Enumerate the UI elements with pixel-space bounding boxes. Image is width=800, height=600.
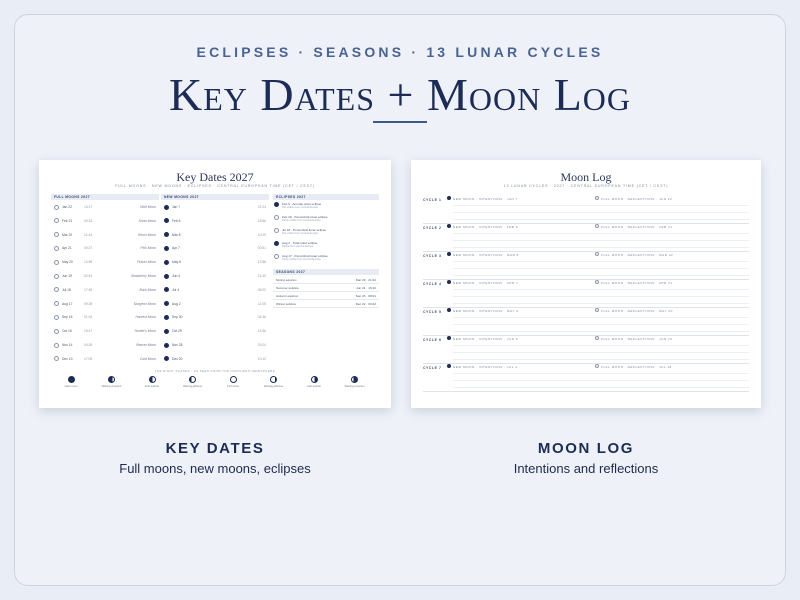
eclipse-title: Feb 6 · Annular solar eclipse [282,202,322,206]
full-moon-row [51,242,159,254]
full-moon-row [51,256,159,268]
new-moon-icon [447,196,451,200]
moon-log-caption-subtitle: Intentions and reflections [513,461,659,476]
new-moon-row [161,229,269,241]
new-moon-icon [164,260,169,265]
new-moon-row [161,284,269,296]
key-dates-preview [39,160,391,408]
new-moon-time: 00:51 [257,246,266,251]
moon-phase [340,376,370,388]
journal-line [453,247,749,248]
new-moon-row [161,201,269,213]
journal-line [453,331,749,332]
new-moon-date: Aug 2 [172,301,181,306]
new-moon-icon [447,224,451,228]
cycle-new-moon: NEW MOON · INTENTIONS · MAY 6 [453,309,519,313]
moon-phase [137,376,167,388]
full-moon-name: Sturgeon Moon [133,301,156,306]
key-dates-title: Key Dates 2027 [176,170,254,184]
moon-log-preview [411,160,761,408]
full-moon-name: Snow Moon [138,218,156,223]
full-moon-time: 11:44 [84,232,93,237]
new-moon-row [161,311,269,323]
new-moon-icon [164,232,169,237]
full-moon-row [51,270,159,282]
full-moon-row [51,298,159,310]
new-moon-icon [164,205,169,210]
key-dates-subtitle: FULL MOONS · NEW MOONS · ECLIPSES · CENTRAL EUROPEAN TIME (CET / CEST) [115,184,315,188]
journal-line [453,359,749,360]
full-moon-name: Pink Moon [140,246,156,251]
journal-line [453,289,749,290]
full-moon-icon [54,329,59,334]
moon-log-cycle [423,196,749,224]
new-moon-time: 11:05 [257,301,266,306]
moon-phase-label: Waning gibbous [263,385,284,388]
season-row [273,293,379,300]
full-moon-name: Harvest Moon [135,315,156,320]
full-moon-date: May 20 [62,260,73,265]
full-moon-icon [595,196,599,200]
journal-line [453,275,749,276]
new-moon-row [161,215,269,227]
full-moon-time: 15:47 [84,329,93,334]
new-moon-time: 10:12 [257,356,266,361]
new-moon-icon [164,218,169,223]
cycle-new-moon: NEW MOON · INTENTIONS · JUL 4 [453,365,518,369]
full-moon-time: 12:59 [84,260,93,265]
eclipse-icon [274,254,279,259]
full-moon-date: Oct 15 [62,329,72,334]
journal-line [453,205,749,206]
journal-line [453,352,749,353]
full-moon-time: 13:17 [84,205,93,209]
moon-phase-icon [351,376,358,383]
full-moon-icon [595,308,599,312]
full-moon-icon [595,224,599,228]
new-moon-time: 05:02 [257,287,266,292]
kicker: ECLIPSES · SEASONS · 13 LUNAR CYCLES [196,44,604,60]
full-moon-name: Cold Moon [140,356,156,361]
cycle-label: CYCLE 2 [423,226,442,230]
new-moon-icon [447,280,451,284]
season-date: Dec 22 · 03:42 [355,302,376,306]
eclipse-detail: Partly visible from Central Europe [282,219,321,222]
full-moon-date: Dec 13 [62,356,73,361]
journal-line [453,387,749,388]
moon-phase-icon [230,376,237,383]
cycle-label: CYCLE 4 [423,282,442,286]
new-moon-date: Nov 28 [172,343,183,347]
new-moon-date: Mar 8 [172,232,181,237]
eclipse-row [273,215,379,223]
full-moon-row [51,229,159,241]
moon-log-cycle [423,252,749,280]
new-moon-date: Apr 7 [172,246,180,251]
new-moon-row [161,298,269,310]
cycle-label: CYCLE 6 [423,338,442,342]
new-moon-date: Oct 29 [172,329,182,334]
full-moon-icon [54,356,59,361]
moon-phase-label: Full moon [227,385,239,388]
cycle-full-moon: FULL MOON · REFLECTIONS · JUL 18 [601,365,672,369]
new-moon-date: Feb 6 [172,218,181,223]
full-moon-icon [54,287,59,292]
moon-log-cycle [423,280,749,308]
new-moon-icon [164,315,169,320]
cycle-label: CYCLE 3 [423,254,442,258]
full-moon-date: Sep 16 [62,315,73,320]
moon-log-cycle [423,308,749,336]
moon-phase-label: Waning crescent [344,385,365,388]
season-date: Sep 23 · 08:01 [355,294,376,298]
full-moon-date: Jan 22 [62,205,72,209]
moon-log-caption-title: MOON LOG [537,440,635,457]
full-moon-name: Buck Moon [139,287,156,292]
new-moon-row [161,339,269,351]
eclipse-row [273,254,379,262]
moon-phase-label: Waxing gibbous [182,385,203,388]
moon-phase [218,376,248,388]
full-moon-row [51,215,159,227]
moon-phase [178,376,208,388]
journal-line [453,380,749,381]
eclipse-row [273,228,379,236]
moon-phase [97,376,127,388]
full-moon-name: Flower Moon [136,260,156,265]
journal-line [453,233,749,234]
full-moon-icon [54,301,59,306]
new-moon-date: Dec 20 [172,356,183,361]
moon-log-cycle [423,336,749,364]
moon-log-subtitle: 13 LUNAR CYCLES · 2027 · CENTRAL EUROPEAN TIME (CET / CEST) [503,184,669,188]
full-moon-date: Nov 14 [62,343,73,347]
full-moon-icon [54,260,59,265]
new-moon-date: May 6 [172,260,181,265]
full-moon-row [51,339,159,351]
cycle-full-moon: FULL MOON · REFLECTIONS · MAY 20 [601,309,673,313]
full-moon-time: 17:45 [84,287,93,292]
eclipses-header: ECLIPSES 2027 [273,194,379,200]
moon-phase-icon [270,376,277,383]
cycle-new-moon: NEW MOON · INTENTIONS · JAN 7 [453,197,518,201]
cycle-label: CYCLE 1 [423,198,442,202]
new-moons-header: NEW MOONS 2027 [161,194,269,200]
new-moon-time: 16:56 [257,218,266,223]
full-moon-time: 09:28 [84,301,93,306]
full-moon-name: Strawberry Moon [130,274,156,278]
eclipse-title: Feb 20 · Penumbral lunar eclipse [282,215,328,219]
eclipse-detail: Not visible from Central Europe [282,206,319,209]
full-moon-time: 01:04 [84,315,93,320]
full-moon-row [51,325,159,337]
season-date: Jun 21 · 16:10 [356,286,376,290]
full-moon-row [51,311,159,323]
eclipse-icon [274,241,279,246]
moon-phase-icon [108,376,115,383]
new-moon-row [161,242,269,254]
full-moon-time: 17:09 [84,356,93,361]
seasons-header: SEASONS 2027 [273,269,379,275]
journal-line [453,296,749,297]
full-moon-time: 00:27 [84,246,93,251]
journal-line [453,212,749,213]
moon-phase-label: First quarter [144,385,160,388]
full-moon-icon [595,336,599,340]
eclipse-detail: Not visible from Central Europe [282,232,319,235]
moon-phase-icon [149,376,156,383]
eclipse-icon [274,215,279,220]
eclipse-icon [274,228,279,233]
new-moon-date: Jan 7 [172,205,181,209]
moon-phase [299,376,329,388]
title-divider [373,121,427,123]
full-moon-name: Worm Moon [138,232,156,237]
eclipse-detail: Partial from Central Europe [282,245,314,248]
moon-log-title: Moon Log [560,170,612,184]
journal-line [453,373,749,374]
new-moon-icon [164,329,169,334]
full-moon-date: Jul 18 [62,287,71,292]
new-moon-icon [164,246,169,251]
season-label: Spring equinox [276,278,297,282]
journal-line [453,219,749,220]
key-dates-caption-title: KEY DATES [165,440,265,457]
full-moon-icon [595,364,599,368]
season-row [273,301,379,308]
full-moon-name: Wolf Moon [140,205,156,209]
journal-line [453,261,749,262]
moon-phase-label: New moon [64,385,78,388]
cycle-new-moon: NEW MOON · INTENTIONS · MAR 8 [453,253,519,257]
cycle-new-moon: NEW MOON · INTENTIONS · JUN 4 [453,337,519,341]
full-moon-date: Jun 19 [62,274,72,278]
new-moon-time: 14:36 [257,329,266,334]
season-label: Autumn equinox [276,294,299,298]
eclipse-row [273,202,379,210]
cycle-new-moon: NEW MOON · INTENTIONS · APR 7 [453,281,519,285]
season-row [273,277,379,284]
moon-log-cycle [423,224,749,252]
moon-phase [259,376,289,388]
new-moon-icon [164,274,169,279]
new-moon-row [161,353,269,365]
full-moon-date: Apr 21 [62,246,72,251]
new-moon-time: 12:58 [257,260,266,265]
cycle-label: CYCLE 5 [423,310,442,314]
full-moon-time: 04:26 [84,343,93,347]
eclipse-title: Aug 17 · Penumbral lunar eclipse [282,254,328,258]
full-moon-row [51,201,159,213]
full-moon-icon [54,315,59,320]
new-moon-date: Jun 4 [172,274,181,278]
new-moon-time: 10:29 [257,232,266,237]
moon-log-cycle [423,364,749,392]
new-moon-icon [447,336,451,340]
journal-line [453,240,749,241]
full-moon-row [51,353,159,365]
new-moon-time: 21:40 [257,274,266,278]
new-moon-icon [164,356,169,361]
eclipse-title: Jul 18 · Penumbral lunar eclipse [282,228,327,232]
new-moon-row [161,325,269,337]
new-moon-icon [164,301,169,306]
full-moon-icon [54,274,59,279]
full-moon-date: Aug 17 [62,301,73,306]
new-moon-time: 21:24 [257,205,266,209]
moon-phase-label: Waxing crescent [101,385,122,388]
season-label: Summer solstice [276,286,299,290]
season-label: Winter solstice [276,302,297,306]
eclipse-detail: Partly visible from Central Europe [282,258,321,261]
new-moon-icon [164,343,169,348]
full-moon-date: Feb 21 [62,218,73,223]
full-moon-time: 00:23 [84,218,93,223]
full-moon-time: 02:44 [84,274,93,278]
new-moon-date: Jul 4 [172,287,179,292]
full-moon-icon [54,246,59,251]
new-moon-icon [447,308,451,312]
moon-phase [56,376,86,388]
new-moon-time: 03:24 [257,343,266,347]
new-moon-icon [447,364,451,368]
journal-line [453,345,749,346]
phases-footer: THE EIGHT PHASES · AS SEEN FROM THE NORTHERN HEMISPHERE [154,369,276,373]
full-moons-header: FULL MOONS 2027 [51,194,159,200]
cycle-full-moon: FULL MOON · REFLECTIONS · FEB 21 [601,225,673,229]
full-moon-date: Mar 22 [62,232,73,237]
full-moon-row [51,284,159,296]
full-moon-icon [54,232,59,237]
cycle-full-moon: FULL MOON · REFLECTIONS · MAR 22 [601,253,674,257]
full-moon-icon [54,218,59,223]
full-moon-name: Hunter's Moon [134,329,156,334]
journal-line [453,324,749,325]
new-moon-row [161,270,269,282]
full-moon-name: Beaver Moon [136,343,156,347]
season-date: Mar 20 · 21:24 [355,278,376,282]
cycle-full-moon: FULL MOON · REFLECTIONS · APR 21 [601,281,673,285]
moon-phase-icon [311,376,318,383]
full-moon-icon [595,252,599,256]
full-moon-icon [595,280,599,284]
cycle-full-moon: FULL MOON · REFLECTIONS · JAN 22 [601,197,673,201]
moon-phase-icon [189,376,196,383]
new-moon-row [161,256,269,268]
journal-line [453,303,749,304]
full-moon-icon [54,205,59,210]
cycle-full-moon: FULL MOON · REFLECTIONS · JUN 19 [601,337,673,341]
moon-phase-icon [68,376,75,383]
season-row [273,285,379,292]
new-moon-icon [164,287,169,292]
eclipse-title: Aug 2 · Total solar eclipse [282,241,318,245]
journal-line [453,317,749,318]
eclipse-icon [274,202,279,207]
new-moon-time: 04:36 [257,315,266,320]
new-moon-icon [447,252,451,256]
new-moon-date: Sep 30 [172,315,183,320]
key-dates-caption-subtitle: Full moons, new moons, eclipses [119,461,311,476]
eclipse-row [273,241,379,249]
journal-line [453,268,749,269]
cycle-new-moon: NEW MOON · INTENTIONS · FEB 6 [453,225,519,229]
page-title: Key Dates + Moon Log [168,69,632,120]
moon-phase-label: Last quarter [306,385,322,388]
full-moon-icon [54,343,59,348]
cycle-label: CYCLE 7 [423,366,442,370]
